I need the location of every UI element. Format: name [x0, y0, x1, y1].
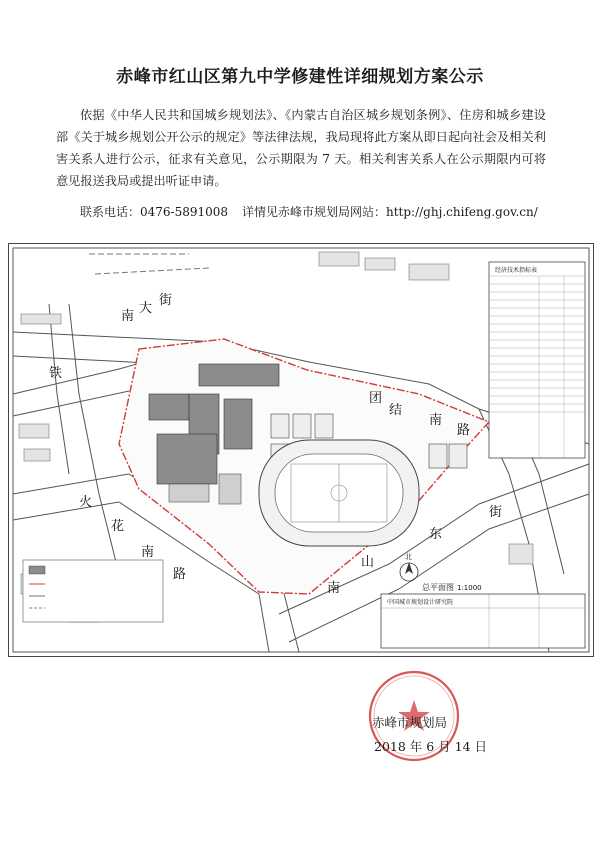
issue-date: 2018 年 6 月 14 日	[374, 739, 488, 754]
north-label: 北	[405, 553, 412, 561]
contact-phone: 联系电话：0476-5891008	[80, 205, 229, 219]
legend-box	[23, 560, 163, 622]
road-label-north-1: 南	[121, 309, 135, 324]
road-label-north-3: 街	[159, 293, 173, 308]
road-label-east-1: 团	[369, 391, 383, 406]
indicator-table-title: 经济技术指标表	[495, 267, 538, 274]
road-label-north-2: 大	[139, 301, 153, 316]
drawing-title: 总平面图	[422, 583, 454, 592]
road-label-se-4: 街	[489, 505, 503, 520]
website-link[interactable]: 详情见赤峰市规划局网站：http://ghj.chifeng.gov.cn/	[242, 205, 538, 219]
institute-name: 中国城市规划设计研究院	[387, 599, 454, 606]
road-label-sw-1: 火	[79, 495, 93, 510]
indicator-table	[489, 262, 585, 458]
road-label-east-2: 结	[389, 403, 403, 418]
road-label-east-4: 路	[457, 423, 471, 438]
road-label-sw-3: 南	[141, 545, 155, 560]
road-label-east-3: 南	[429, 413, 443, 428]
road-label-sw-4: 路	[173, 567, 187, 582]
running-track	[259, 440, 419, 546]
road-label-west-1: 铁	[49, 366, 63, 381]
road-label-se-3: 南	[327, 581, 341, 596]
road-label-sw-2: 花	[111, 519, 125, 534]
title-block	[381, 594, 585, 648]
road-label-se-2: 山	[361, 555, 375, 570]
north-arrow	[400, 552, 418, 581]
notice-title: 赤峰市红山区第九中学修建性详细规划方案公示	[116, 67, 484, 87]
road-label-se-1: 东	[429, 527, 443, 542]
notice-body: 依据《中华人民共和国城乡规划法》、《内蒙古自治区城乡规划条例》、住房和城乡建设部《关于城乡规划公开公示的规定》等法律法规，我局现将此方案从即日起向社会及相关利害关系人进行公示，征求有关意见，公示期限为 7 天。相关利害关系人在公示期限内可将意见报送我局或提出听证申请。	[56, 108, 546, 188]
drawing-scale: 1:1000	[457, 584, 482, 592]
site-plan-drawing	[8, 243, 594, 657]
issuer-name: 赤峰市规划局	[372, 715, 448, 730]
railway-line	[89, 254, 209, 274]
